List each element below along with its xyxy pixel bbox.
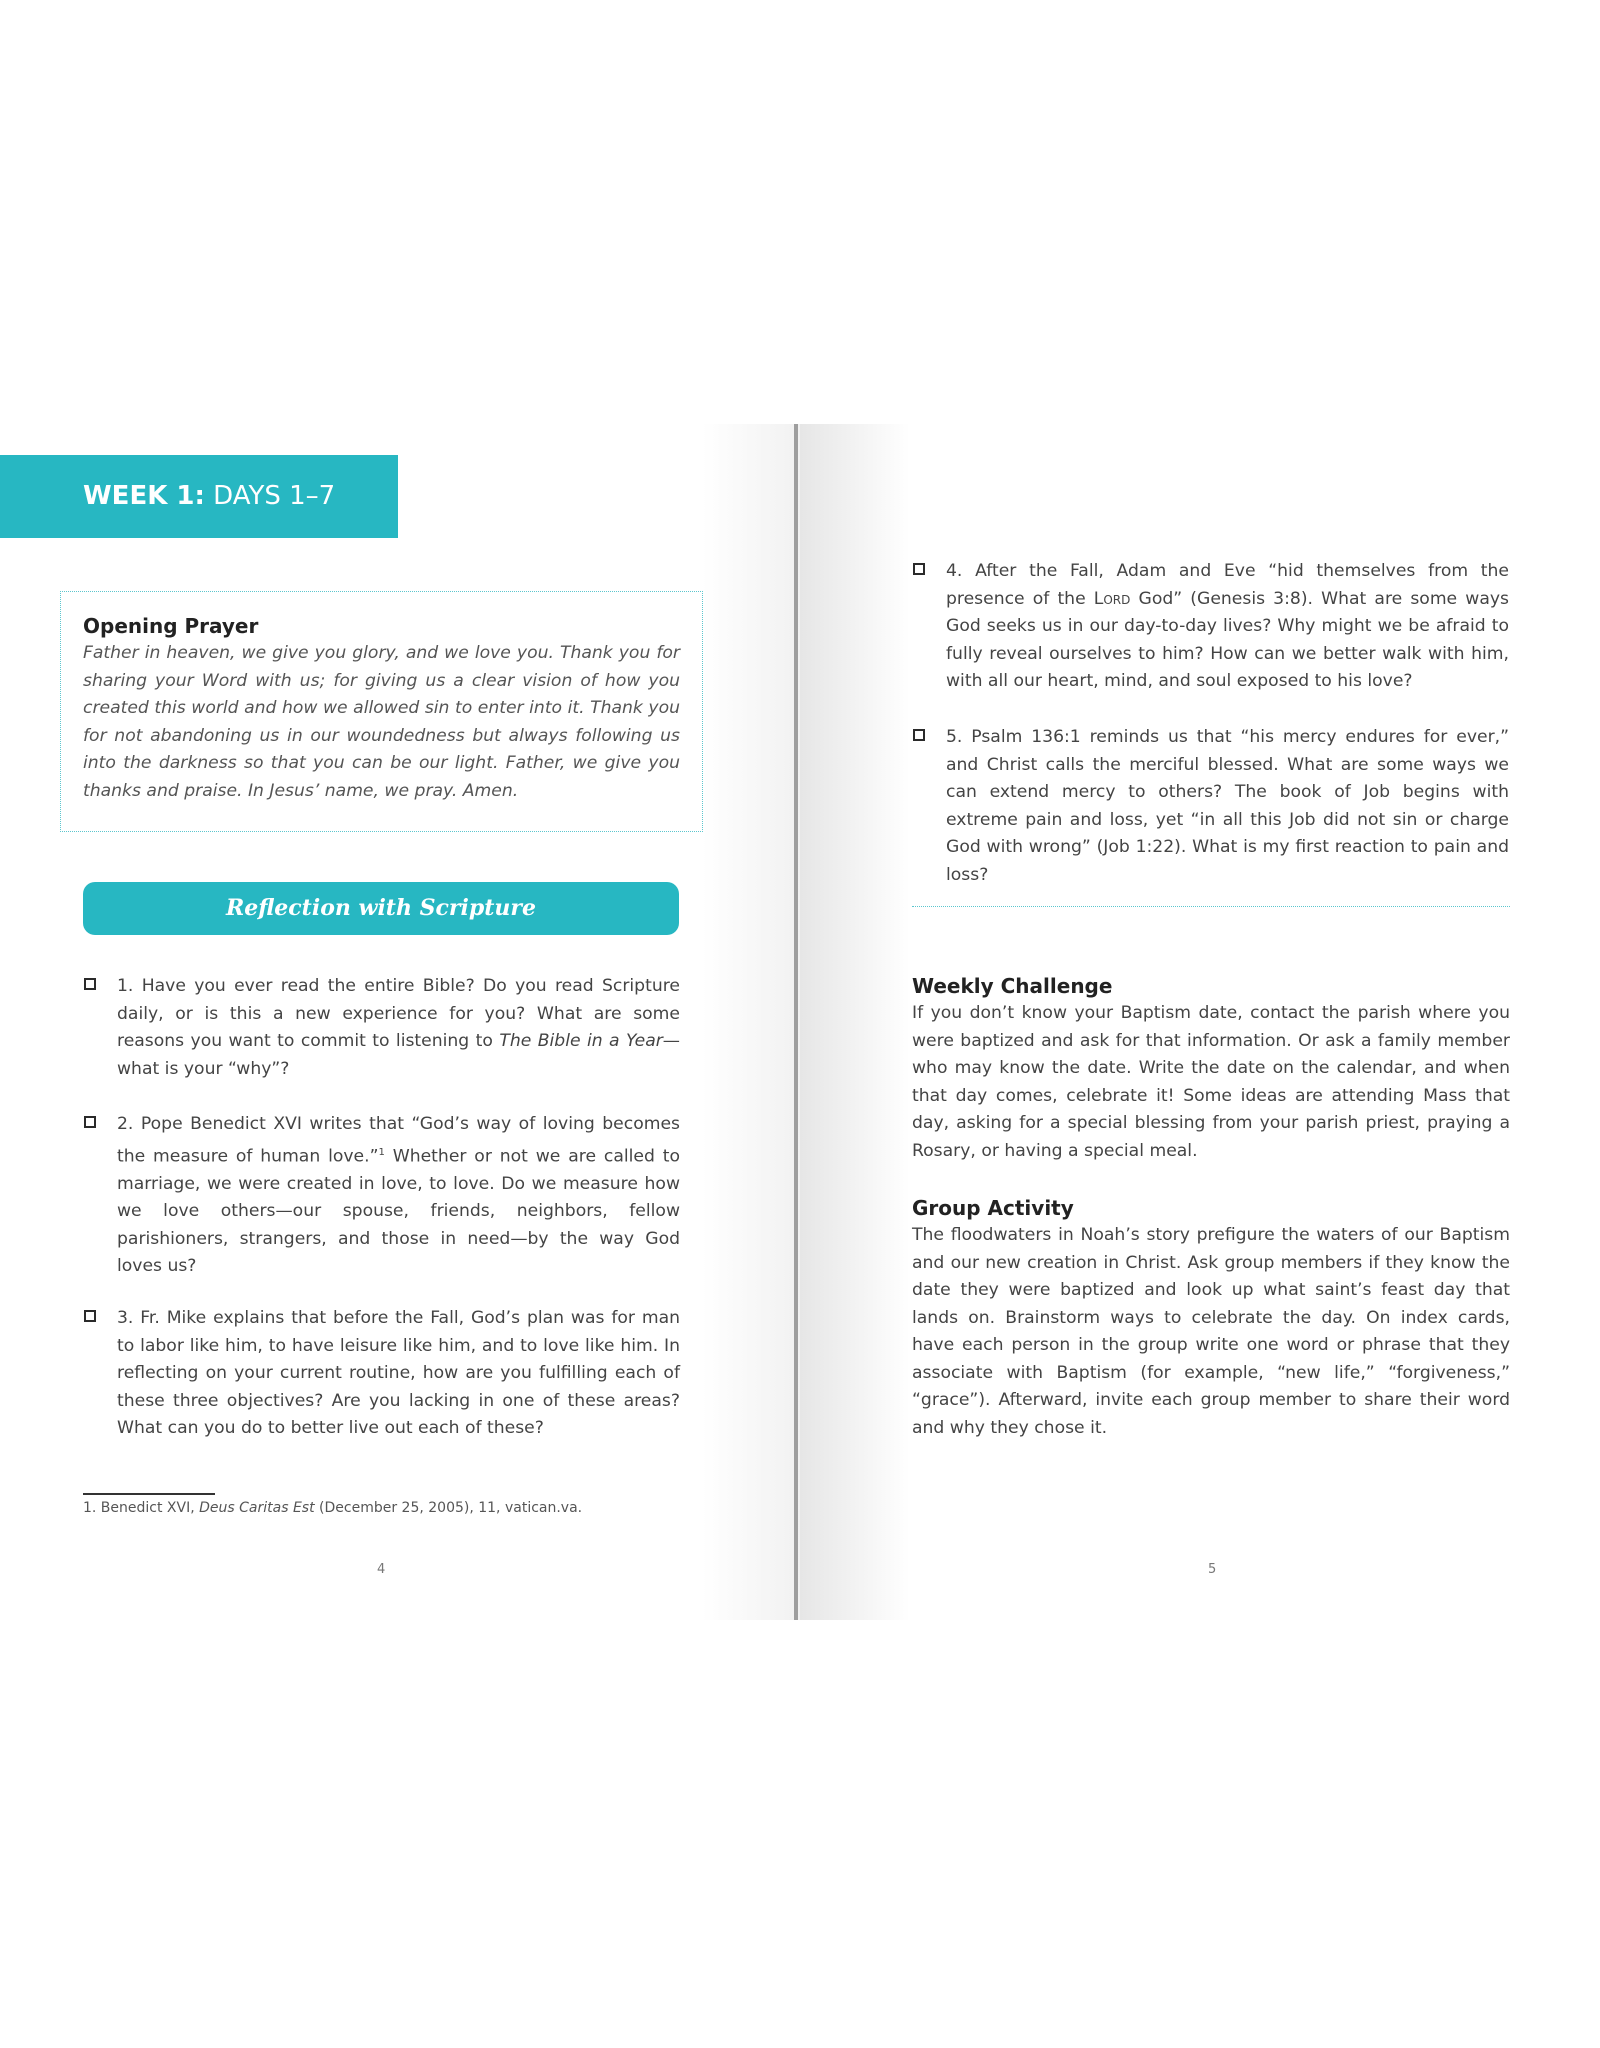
opening-prayer-text: Father in heaven, we give you glory, and we love you. Thank you for sharing your Word with us; for giving us a clear vision of how you created this world and how we allowed sin to enter into it. Thank you for not abandoning us in our woundedness but always following us into the darkness so that you can be our light. Father, we give you thanks and praise. In Jesus’ name, we pray. Amen.: [83, 643, 680, 801]
question-text-part: —what is your “why”?: [117, 1031, 680, 1079]
footnote-marker: 1: [378, 1146, 385, 1158]
question-text: 5. Psalm 136:1 reminds us that “his mercy endures for ever,” and Christ calls the merciful blessed. What are some ways we can extend mercy to others? The book of Job begins with extreme pain and loss, yet “in all this Job did not sin or charge God with wrong” (Job 1:22). What is my first reaction to pain and loss?: [946, 727, 1509, 885]
week-days: DAYS 1–7: [213, 481, 336, 511]
footnote: [83, 1498, 582, 1518]
checkbox-icon[interactable]: [913, 563, 925, 575]
weekly-challenge-section: [912, 972, 1510, 1165]
page-number-left: 4: [377, 1562, 386, 1577]
right-page-shadow: [800, 424, 910, 1620]
footnote-text: (December 25, 2005), 11, vatican.va.: [314, 1500, 583, 1516]
week-label: WEEK 1:: [83, 481, 205, 511]
group-activity-text: The floodwaters in Noah’s story prefigure the waters of our Baptism and our new creation in Christ. Ask group members if they know the date they were baptized and look up what saint’s feast day that lands on. Brainstorm ways to celebrate the day. On index cards, have each person in the group write one word or phrase that they associate with Baptism (for example, “new life,” “forgiveness,” “grace”). Afterward, invite each group member to share their word and why they chose it.: [912, 1225, 1510, 1438]
reflection-heading: Reflection with Scripture: [83, 882, 679, 935]
checkbox-icon[interactable]: [913, 729, 925, 741]
footnote-rule: [83, 1493, 215, 1495]
question-text: [117, 1111, 680, 1281]
book-spine: [794, 424, 798, 1620]
week-heading: [0, 455, 398, 538]
opening-prayer-title: Opening Prayer: [83, 614, 259, 638]
book-title-italic: The Bible in a Year: [499, 1031, 663, 1051]
question-text-part: God” (Genesis 3:8). What are some ways God seeks us in our day-to-day lives? Why might we be afraid to fully reveal ourselves to him? How can we better walk with him, with all our heart, mind, and soul exposed to his love?: [946, 588, 1509, 691]
question-item-1: [84, 973, 680, 1083]
group-activity-title: Group Activity: [912, 1196, 1074, 1220]
question-text: [117, 973, 680, 1083]
checkbox-icon[interactable]: [84, 978, 96, 990]
question-item-3: [84, 1305, 680, 1443]
question-item-5: [913, 724, 1509, 889]
footnote-text: 1. Benedict XVI,: [83, 1500, 200, 1516]
checkbox-icon[interactable]: [84, 1116, 96, 1128]
question-text: [946, 558, 1509, 696]
question-item-4: [913, 558, 1509, 696]
question-text-part: 4. After the Fall, Adam and Eve “hid themselves from the presence of the: [946, 561, 1509, 609]
question-item-2: [84, 1111, 680, 1281]
question-text-part: Whether or not we are called to marriage, we were created in love, to love. Do we measure how we love others—our spouse, friends, neighbors, fellow parishioners, strangers, and those in need—by the way God loves us?: [117, 1146, 680, 1277]
checkbox-icon[interactable]: [84, 1310, 96, 1322]
weekly-challenge-title: Weekly Challenge: [912, 974, 1113, 998]
question-text: 3. Fr. Mike explains that before the Fall, God’s plan was for man to labor like him, to have leisure like him, and to love like him. In reflecting on your current routine, how are you fulfilling each of these three objectives? Are you lacking in one of these areas? What can you do to better live out each of these?: [117, 1308, 680, 1438]
page-number-right: 5: [1208, 1562, 1217, 1577]
opening-prayer-box: [60, 591, 703, 832]
group-activity-section: [912, 1194, 1510, 1442]
section-divider: [912, 906, 1510, 907]
weekly-challenge-text: If you don’t know your Baptism date, contact the parish where you were baptized and ask for that information. Or ask a family member who may know the date. Write the date on the calendar, and when that day comes, celebrate it! Some ideas are attending Mass that day, asking for a special blessing from your parish priest, praying a Rosary, or having a special meal.: [912, 1003, 1510, 1161]
question-text-part: 1. Have you ever read the entire Bible? Do you read Scripture daily, or is this a new experience for you? What are some reasons you want to commit to listening to: [117, 976, 680, 1051]
footnote-title-italic: Deus Caritas Est: [199, 1500, 315, 1516]
question-text-part: 2. Pope Benedict XVI writes that “God’s way of loving becomes the measure of human love.”: [117, 1114, 680, 1167]
lord-small-caps: Lord: [1093, 588, 1131, 609]
